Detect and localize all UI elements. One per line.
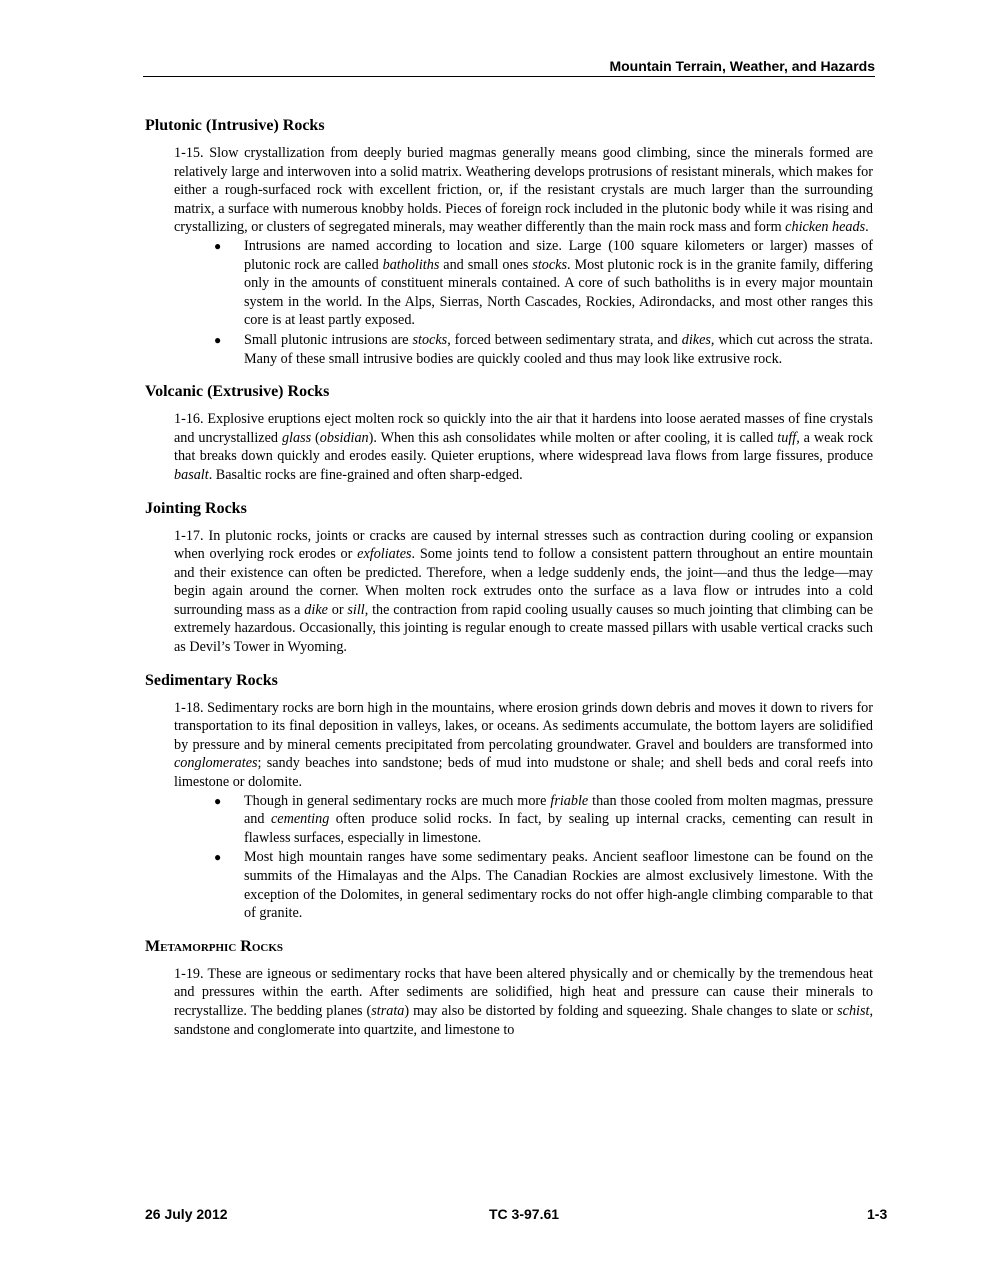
section-heading-plutonic: Plutonic (Intrusive) Rocks <box>145 117 325 134</box>
paragraph-1-19: 1-19. These are igneous or sedimentary rocks that have been altered physically and or chemically by the tremendous heat and pressures within the earth. After sediments are solidified, high heat and pressure can cause their minerals to recrystallize. The bedding planes (strata) may also be distorted by folding and squeezing. Shale changes to slate or schist, sandstone and conglomerate into quartzite, and limestone to <box>174 965 874 1038</box>
footer-doc-id: TC 3-97.61 <box>489 1206 560 1222</box>
chapter-heading-metamorphic: Metamorphic Rocks <box>145 937 284 955</box>
plutonic-bullet-list <box>145 237 873 368</box>
paragraph-1-16: 1-16. Explosive eruptions eject molten rock so quickly into the air that it hardens into loose aerated masses of fine crystals and uncrystallized glass (obsidian). When this ash consolidates while molten or after cooling, it is called tuff, a weak rock that breaks down quickly and erodes easily. Quieter eruptions, where widespread lava flows from large fissures, produce basalt. Basaltic rocks are fine-grained and often sharp-edged. <box>174 411 873 483</box>
list-item: ● Small plutonic intrusions are stocks, forced between sedimentary strata, and dikes, which cut across the strata. Many of these small intrusive bodies are quickly cooled and thus may look like extrusive rock. <box>214 331 874 367</box>
bullet-icon: ● <box>214 332 222 347</box>
paragraph-1-17: 1-17. In plutonic rocks, joints or cracks are caused by internal stresses such as contraction during cooling or expansion when overlying rock erodes or exfoliates. Some joints tend to follow a consistent pattern throughout an entire mountain and their existence can often be predicted. Therefore, when a ledge suddenly ends, the joint—and thus the ledge—may begin again around the corner. When molten rock extrudes onto the surface as a lava flow or intrudes into a cold surrounding mass as a dike or sill, the contraction from rapid cooling usually causes so much jointing that climbing can be extremely hazardous. Occasionally, this jointing is regular enough to create massed pillars with usable vertical cracks such as Devil’s Tower in Wyoming. <box>174 527 874 656</box>
bullet-icon: ● <box>214 793 222 808</box>
list-item: ● Most high mountain ranges have some sedimentary peaks. Ancient seafloor limestone can be found on the summits of the Himalayas and the Alps. The Canadian Rockies are almost exclusively limestone. With the exception of the Dolomites, in general sedimentary rocks do not offer high-angle climbing comparable to that of granite. <box>214 849 873 922</box>
section-heading-sedimentary: Sedimentary Rocks <box>145 671 278 689</box>
section-heading-jointing: Jointing Rocks <box>145 499 247 517</box>
section-heading-volcanic: Volcanic (Extrusive) Rocks <box>145 383 330 401</box>
list-item: ● Though in general sedimentary rocks are much more friable than those cooled from molten magmas, pressure and cementing often produce solid rocks. In fact, by sealing up internal cracks, cementing can result in flawless surfaces, especially in limestone. <box>214 792 873 846</box>
footer-page-number: 1-3 <box>867 1206 888 1222</box>
page-body <box>145 116 873 1039</box>
bullet-icon: ● <box>214 850 222 865</box>
running-header: Mountain Terrain, Weather, and Hazards <box>609 58 875 74</box>
bullet-icon: ● <box>214 238 222 253</box>
footer-date: 26 July 2012 <box>145 1206 228 1222</box>
list-item: ● Intrusions are named according to location and size. Large (100 square kilometers or larger) masses of plutonic rock are called batholiths and small ones stocks. Most plutonic rock is in the granite family, differing only in the amounts of constituent minerals contained. A core of such batholiths is in every major mountain system in the world. In the Alps, Sierras, North Cascades, Rockies, Adirondacks, and most other ranges this core is at least partly exposed. <box>214 237 873 329</box>
paragraph-1-18: 1-18. Sedimentary rocks are born high in the mountains, where erosion grinds down debris and moves it down to rivers for transportation to its final deposition in valleys, lakes, or oceans. As sediments accumulate, the bottom layers are solidified by pressure and by mineral cements precipitated from percolating groundwater. Gravel and boulders are transformed into conglomerates; sandy beaches into sandstone; beds of mud into mudstone or shale; and shell beds and coral reefs into limestone or dolomite. <box>174 699 873 791</box>
sedimentary-bullet-list <box>145 792 873 923</box>
header-rule <box>143 76 875 77</box>
paragraph-1-15: 1-15. Slow crystallization from deeply buried magmas generally means good climbing, since the minerals formed are relatively large and interwoven into a solid matrix. Weathering develops protrusions of resistant minerals, which makes for either a rough-surfaced rock with excellent friction, or, if the resistant crystals are much larger than the surrounding matrix, a surface with numerous knobby holds. Pieces of foreign rock included in the plutonic body while it was rising and crystallizing, or clusters of segregated minerals, may weather differently than the main rock mass and form chicken heads. <box>174 145 873 236</box>
